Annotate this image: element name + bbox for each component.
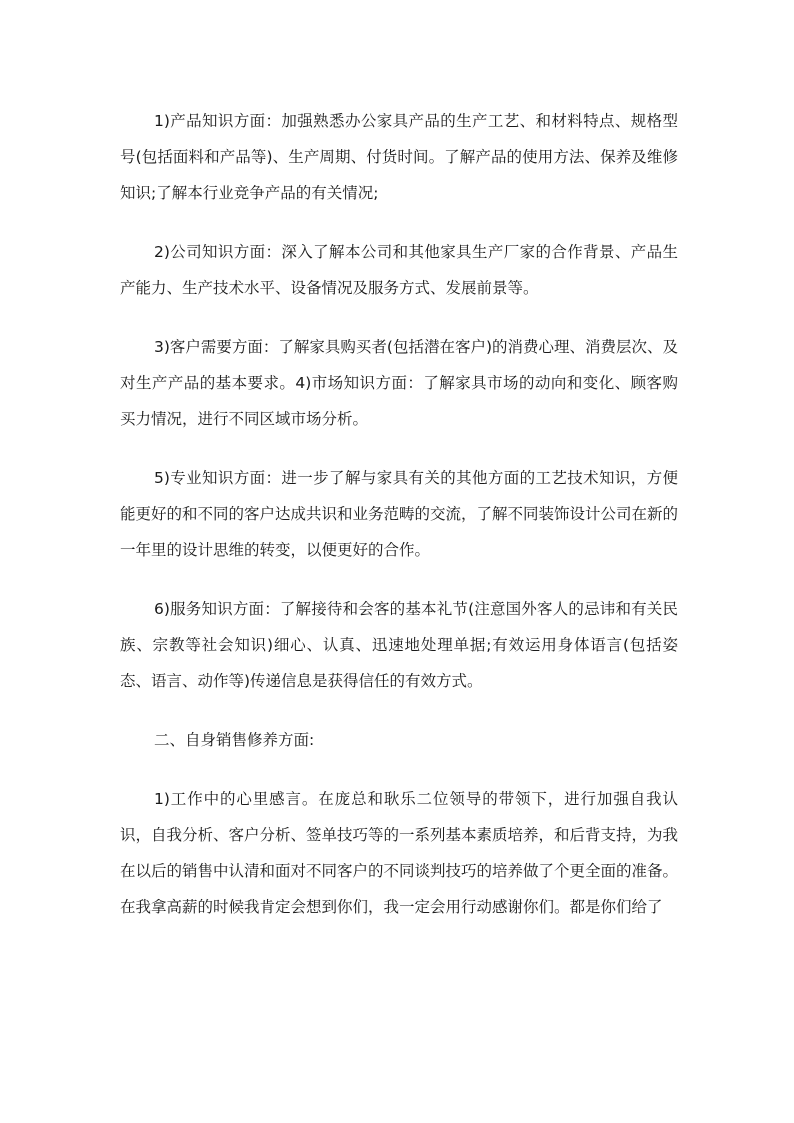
paragraph-customer-needs: 3)客户需要方面：了解家具购买者(包括潜在客户)的消费心理、消费层次、及对生产产品的基本要求。4)市场知识方面：了解家具市场的动向和变化、顾客购买力情况，进行不同区域市场分析。 xyxy=(120,338,679,428)
paragraph-work-reflection: 1)工作中的心里感言。在庞总和耿乐二位领导的带领下，进行加强自我认识，自我分析、客户分析、签单技巧等的一系列基本素质培养，和后背支持，为我在以后的销售中认清和面对不同客户的不同谈判技巧的培养做了个更全面的准备。在我拿高薪的时候我肯定会想到你们，我一定会用行动感谢你们。都是你们给了 xyxy=(120,790,679,916)
paragraph-professional-knowledge: 5)专业知识方面：进一步了解与家具有关的其他方面的工艺技术知识，方便能更好的和不同的客户达成共识和业务范畴的交流，了解不同装饰设计公司在新的一年里的设计思维的转变，以便更好的合作。 xyxy=(120,469,679,559)
paragraph-product-knowledge: 1)产品知识方面：加强熟悉办公家具产品的生产工艺、和材料特点、规格型号(包括面料和产品等)、生产周期、付货时间。了解产品的使用方法、保养及维修知识;了解本行业竞争产品的有关情况; xyxy=(120,112,678,202)
paragraph-service-knowledge: 6)服务知识方面：了解接待和会客的基本礼节(注意国外客人的忌讳和有关民族、宗教等社会知识)细心、认真、迅速地处理单据;有效运用身体语言(包括姿态、语言、动作等)传递信息是获得信任的有效方式。 xyxy=(120,600,678,690)
paragraph-company-knowledge: 2)公司知识方面：深入了解本公司和其他家具生产厂家的合作背景、产品生产能力、生产技术水平、设备情况及服务方式、发展前景等。 xyxy=(120,243,678,297)
document-body xyxy=(120,103,678,948)
section-heading: 二、自身销售修养方面: xyxy=(154,731,315,749)
